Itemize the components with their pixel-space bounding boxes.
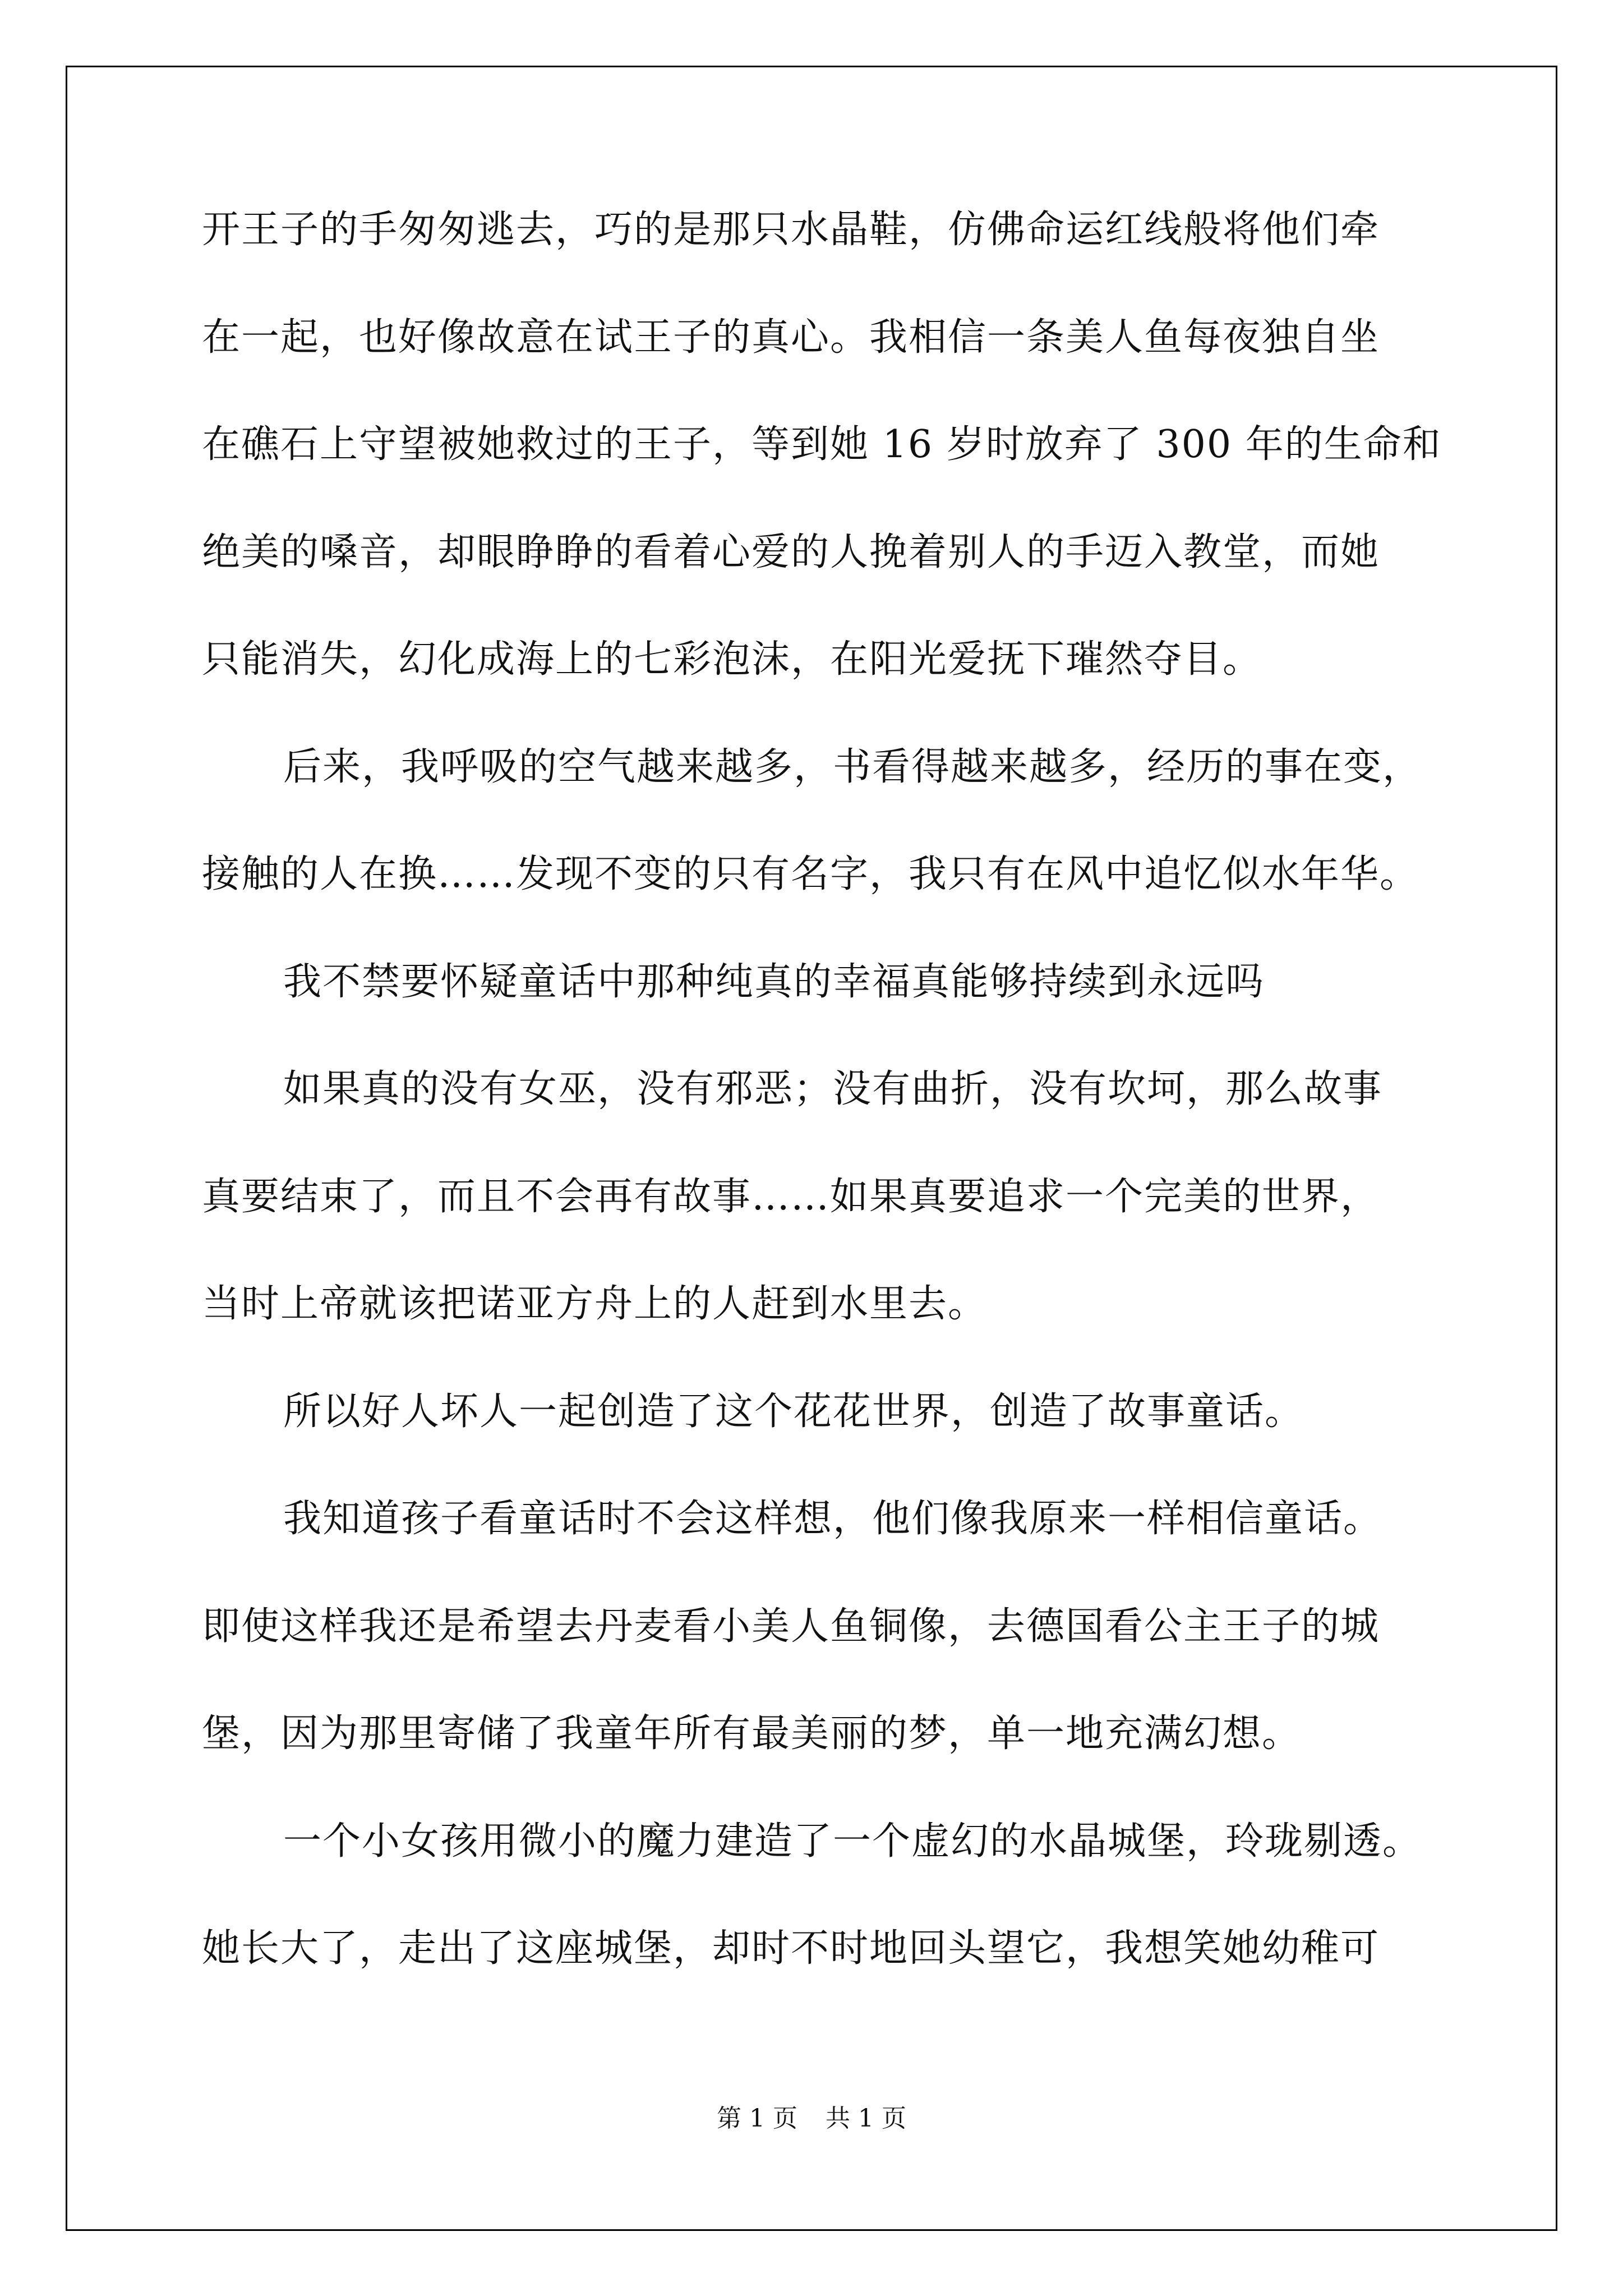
text-line: 她长大了，走出了这座城堡，却时不时地回头望它，我想笑她幼稚可: [202, 1926, 1380, 1971]
text-line: 绝美的嗓音，却眼睁睁的看着心爱的人挽着别人的手迈入教堂，而她: [202, 530, 1380, 574]
text-line: 真要结束了，而且不会再有故事……如果真要追求一个完美的世界，: [202, 1174, 1380, 1219]
text-line: 堡，因为那里寄储了我童年所有最美丽的梦，单一地充满幻想。: [202, 1711, 1302, 1756]
paragraph-start-line: 所以好人坏人一起创造了这个花花世界，创造了故事童话。: [283, 1389, 1304, 1434]
page-footer: [0, 2098, 1623, 2134]
paragraph-start-line: 一个小女孩用微小的魔力建造了一个虚幻的水晶城堡，玲珑剔透。: [283, 1819, 1422, 1864]
text-line: 即使这样我还是希望去丹麦看小美人鱼铜像，去德国看公主王子的城: [202, 1604, 1380, 1649]
text-line: 当时上帝就该把诺亚方舟上的人赶到水里去。: [202, 1282, 988, 1326]
text-line: 只能消失，幻化成海上的七彩泡沫，在阳光爱抚下璀然夺目。: [202, 637, 1262, 682]
page-number: 第 1 页: [717, 2104, 797, 2133]
document-body: [202, 208, 1442, 2034]
paragraph-start-line: 如果真的没有女巫，没有邪恶；没有曲折，没有坎坷，那么故事: [283, 1067, 1383, 1111]
paragraph-start-line: 我知道孩子看童话时不会这样想，他们像我原来一样相信童话。: [283, 1497, 1383, 1541]
text-line: 在礁石上守望被她救过的王子，等到她 16 岁时放弃了 300 年的生命和: [202, 422, 1442, 467]
text-line: 在一起，也好像故意在试王子的真心。我相信一条美人鱼每夜独自坐: [202, 315, 1380, 360]
text-line: 接触的人在换……发现不变的只有名字，我只有在风中追忆似水年华。: [202, 852, 1419, 896]
paragraph-start-line: 后来，我呼吸的空气越来越多，书看得越来越多，经历的事在变，: [283, 744, 1422, 789]
paragraph-start-line: 我不禁要怀疑童话中那种纯真的幸福真能够持续到永远吗: [283, 959, 1265, 1004]
text-line: 开王子的手匆匆逃去，巧的是那只水晶鞋，仿佛命运红线般将他们牵: [202, 208, 1380, 252]
page-total: 共 1 页: [826, 2104, 906, 2133]
